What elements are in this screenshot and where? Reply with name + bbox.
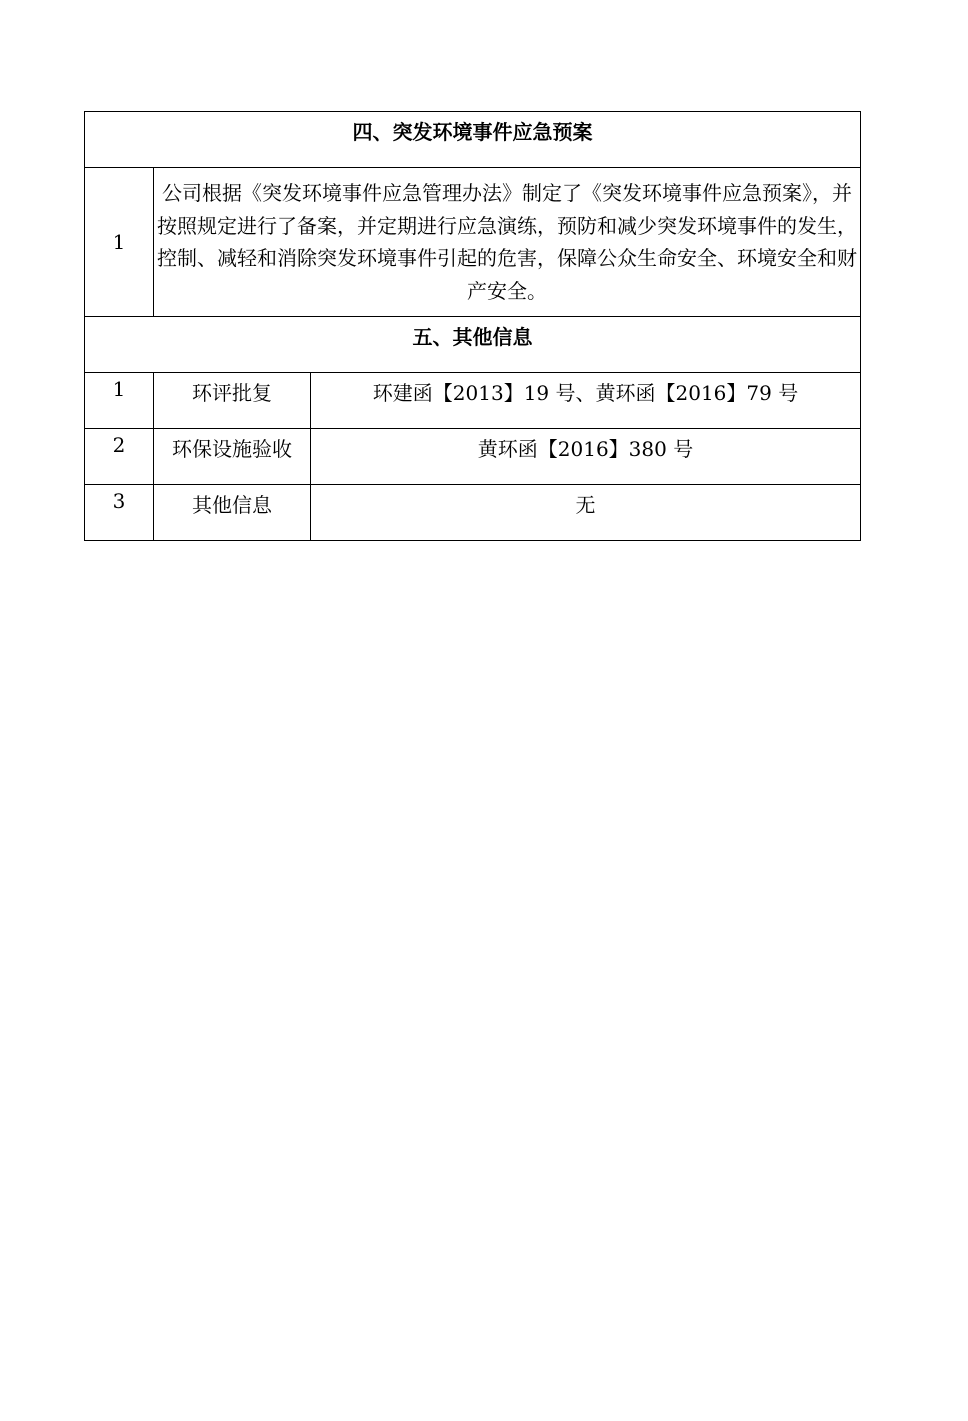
section5-row-2-item: 环保设施验收 [154,429,311,485]
section5-row-2-number: 2 [85,429,154,485]
section5-row-1-value: 环建函【2013】19 号、黄环函【2016】79 号 [311,373,861,429]
section5-row-1 [85,373,861,429]
section4-row-1-number: 1 [85,168,154,317]
section5-row-3-number: 3 [85,485,154,541]
section5-title: 五、其他信息 [85,317,861,373]
section5-row-1-item: 环评批复 [154,373,311,429]
section5-row-1-number: 1 [85,373,154,429]
section4-row-1-text: 公司根据《突发环境事件应急管理办法》制定了《突发环境事件应急预案》，并按照规定进行了备案，并定期进行应急演练，预防和减少突发环境事件的发生，控制、减轻和消除突发环境事件引起的危害，保障公众生命安全、环境安全和财产安全。 [154,168,861,317]
section5-row-3-value: 无 [311,485,861,541]
section5-row-3-item: 其他信息 [154,485,311,541]
section5-row-2 [85,429,861,485]
section5-row-2-value: 黄环函【2016】380 号 [311,429,861,485]
section5-header-row [85,317,861,373]
section5-row-3 [85,485,861,541]
section4-row-1 [85,168,861,317]
section4-title: 四、突发环境事件应急预案 [85,112,861,168]
section4-header-row [85,112,861,168]
environment-info-table [84,111,861,541]
